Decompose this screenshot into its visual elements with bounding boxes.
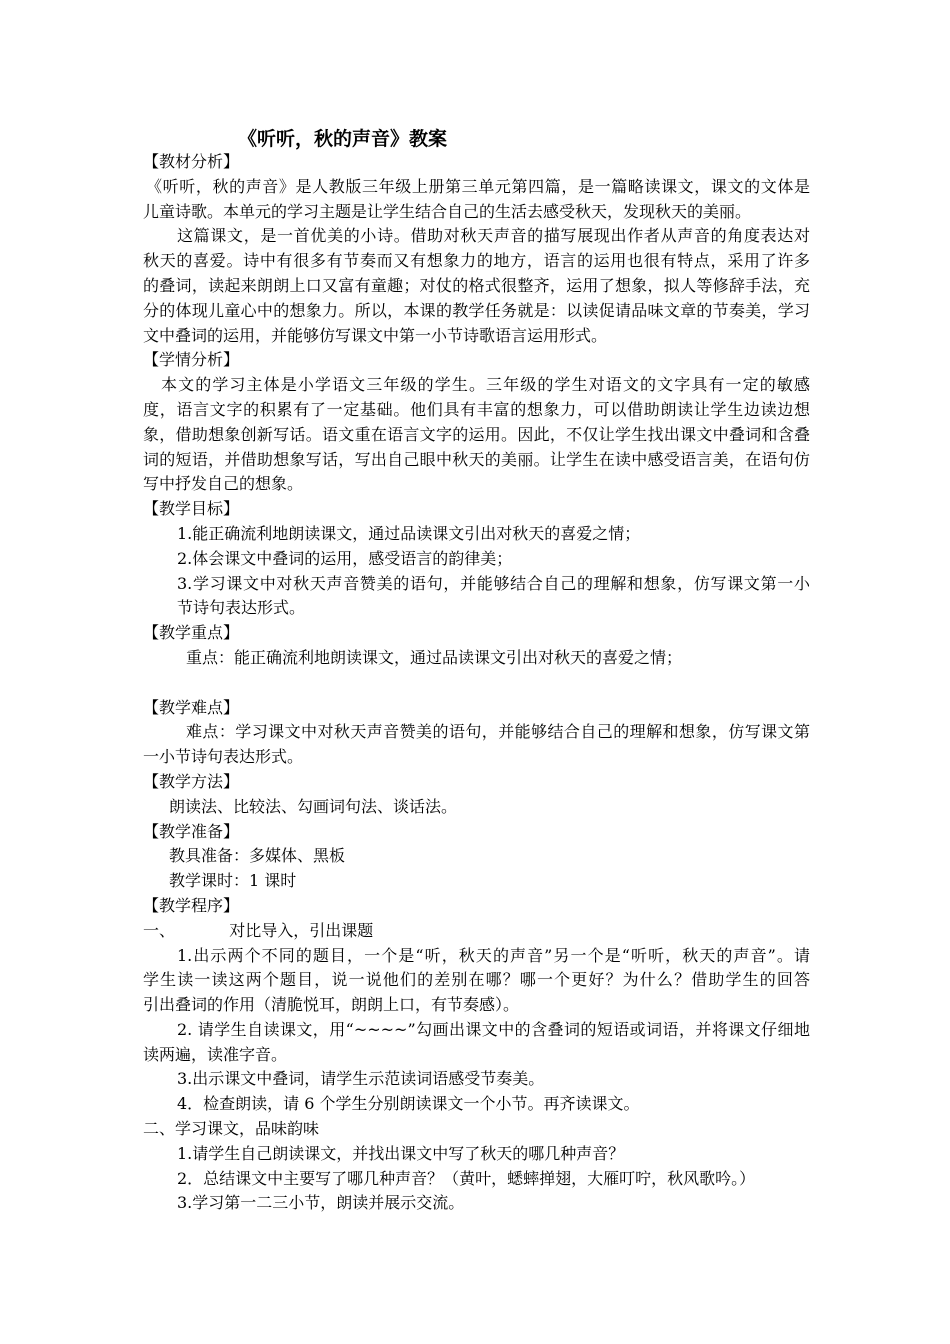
step-number: 一、: [143, 920, 176, 940]
section-heading-teaching-goals: 【教学目标】: [143, 499, 240, 519]
paragraph-line: 教学课时：1 课时: [169, 871, 297, 891]
paragraph-line: 的叠词，读起来朗朗上口又富有童趣；对仗的格式很整齐，运用了想象，拟人等修辞手法，充: [143, 275, 810, 295]
paragraph-line: 重点：能正确流利地朗读课文，通过品读课文引出对秋天的喜爱之情；: [186, 647, 683, 667]
document-title: 《听听，秋的声音》教案: [238, 128, 448, 150]
section-heading-difficulties: 【教学难点】: [143, 697, 240, 717]
goal-item-continued: 节诗句表达形式。: [177, 598, 306, 618]
blank-line: [143, 671, 810, 696]
procedure-step-heading: 二、学习课文，品味韵味: [143, 1119, 320, 1139]
paragraph-line: 3.出示课文中叠词，请学生示范读词语感受节奏美。: [177, 1069, 545, 1089]
paragraph-line: 象，借助想象创新写话。语文重在语言文字的运用。因此，不仅让学生找出课文中叠词和含叠: [143, 424, 810, 444]
paragraph-line: 一小节诗句表达形式。: [143, 747, 304, 767]
paragraph-line: 4．检查朗读，请 6 个学生分别朗读课文一个小节。再齐读课文。: [177, 1094, 640, 1114]
section-heading-preparation: 【教学准备】: [143, 821, 240, 841]
paragraph-line: 2. 请学生自读课文，用“~~~~”勾画出课文中的含叠词的短语或词语，并将课文仔细地: [177, 1019, 810, 1039]
section-heading-key-points: 【教学重点】: [143, 623, 240, 643]
section-heading-textbook-analysis: 【教材分析】: [143, 152, 240, 171]
paragraph-line: 词的短语，并借助想象写话，写出自己眼中秋天的美丽。让学生在读中感受语言美，在语句仿: [143, 449, 810, 469]
paragraph-line: 秋天的喜爱。诗中有很多有节奏而又有想象力的地方，语言的运用也很有特点，采用了许多: [143, 251, 810, 271]
paragraph-line: 写中抒发自己的想象。: [143, 474, 304, 494]
paragraph-line: 这篇课文，是一首优美的小诗。借助对秋天声音的描写展现出作者从声音的角度表达对: [177, 226, 810, 246]
paragraph-line: 度，语言文字的积累有了一定基础。他们具有丰富的想象力，可以借助朗读让学生边读边想: [143, 399, 810, 419]
section-heading-methods: 【教学方法】: [143, 771, 240, 791]
step-title: 对比导入，引出课题: [229, 920, 374, 940]
paragraph-line: 学生读一读这两个题目，说一说他们的差别在哪？哪一个更好？为什么？借助学生的回答: [143, 970, 810, 990]
goal-item: 1.能正确流利地朗读课文，通过品读课文引出对秋天的喜爱之情；: [177, 523, 641, 543]
goal-item: 3.学习课文中对秋天声音赞美的语句，并能够结合自己的理解和想象，仿写课文第一小: [177, 573, 810, 593]
paragraph-line: 文中叠词的运用，并能够仿写课文中第一小节诗歌语言运用形式。: [143, 325, 608, 345]
paragraph-line: 《听听，秋的声音》是人教版三年级上册第三单元第四篇，是一篇略读课文，课文的文体是: [146, 176, 810, 196]
paragraph-line: 2．总结课文中主要写了哪几种声音？（黄叶，蟋蟀掸翅，大雁叮咛，秋风歌吟。）: [177, 1168, 756, 1188]
paragraph-line: 引出叠词的作用（清脆悦耳，朗朗上口，有节奏感）。: [143, 995, 520, 1015]
paragraph-line: 教具准备：多媒体、黑板: [169, 846, 346, 866]
paragraph-line: 儿童诗歌。本单元的学习主题是让学生结合自己的生活去感受秋天，发现秋天的美丽。: [143, 201, 752, 221]
paragraph-line: 难点：学习课文中对秋天声音赞美的语句，并能够结合自己的理解和想象，仿写课文第: [186, 722, 810, 742]
paragraph-line: 读两遍，读准字音。: [143, 1044, 288, 1064]
paragraph-line: 3.学习第一二三小节，朗读并展示交流。: [177, 1193, 465, 1213]
paragraph-line: 朗读法、比较法、勾画词句法、谈话法。: [169, 796, 458, 816]
section-heading-student-analysis: 【学情分析】: [143, 350, 240, 370]
goal-item: 2.体会课文中叠词的运用，感受语言的韵律美；: [177, 548, 513, 568]
section-heading-procedure: 【教学程序】: [143, 895, 240, 915]
paragraph-line: 1.请学生自己朗读课文，并找出课文中写了秋天的哪几种声音？: [177, 1143, 625, 1163]
paragraph-line: 分的体现儿童心中的想象力。所以，本课的教学任务就是：以读促请品味文章的节奏美，学习: [143, 300, 810, 320]
paragraph-line: 本文的学习主体是小学语文三年级的学生。三年级的学生对语文的文字具有一定的敏感: [161, 375, 810, 395]
procedure-step-heading: [143, 919, 810, 944]
paragraph-line: 1.出示两个不同的题目，一个是“听，秋天的声音”另一个是“听听，秋天的声音”。请: [177, 945, 810, 965]
